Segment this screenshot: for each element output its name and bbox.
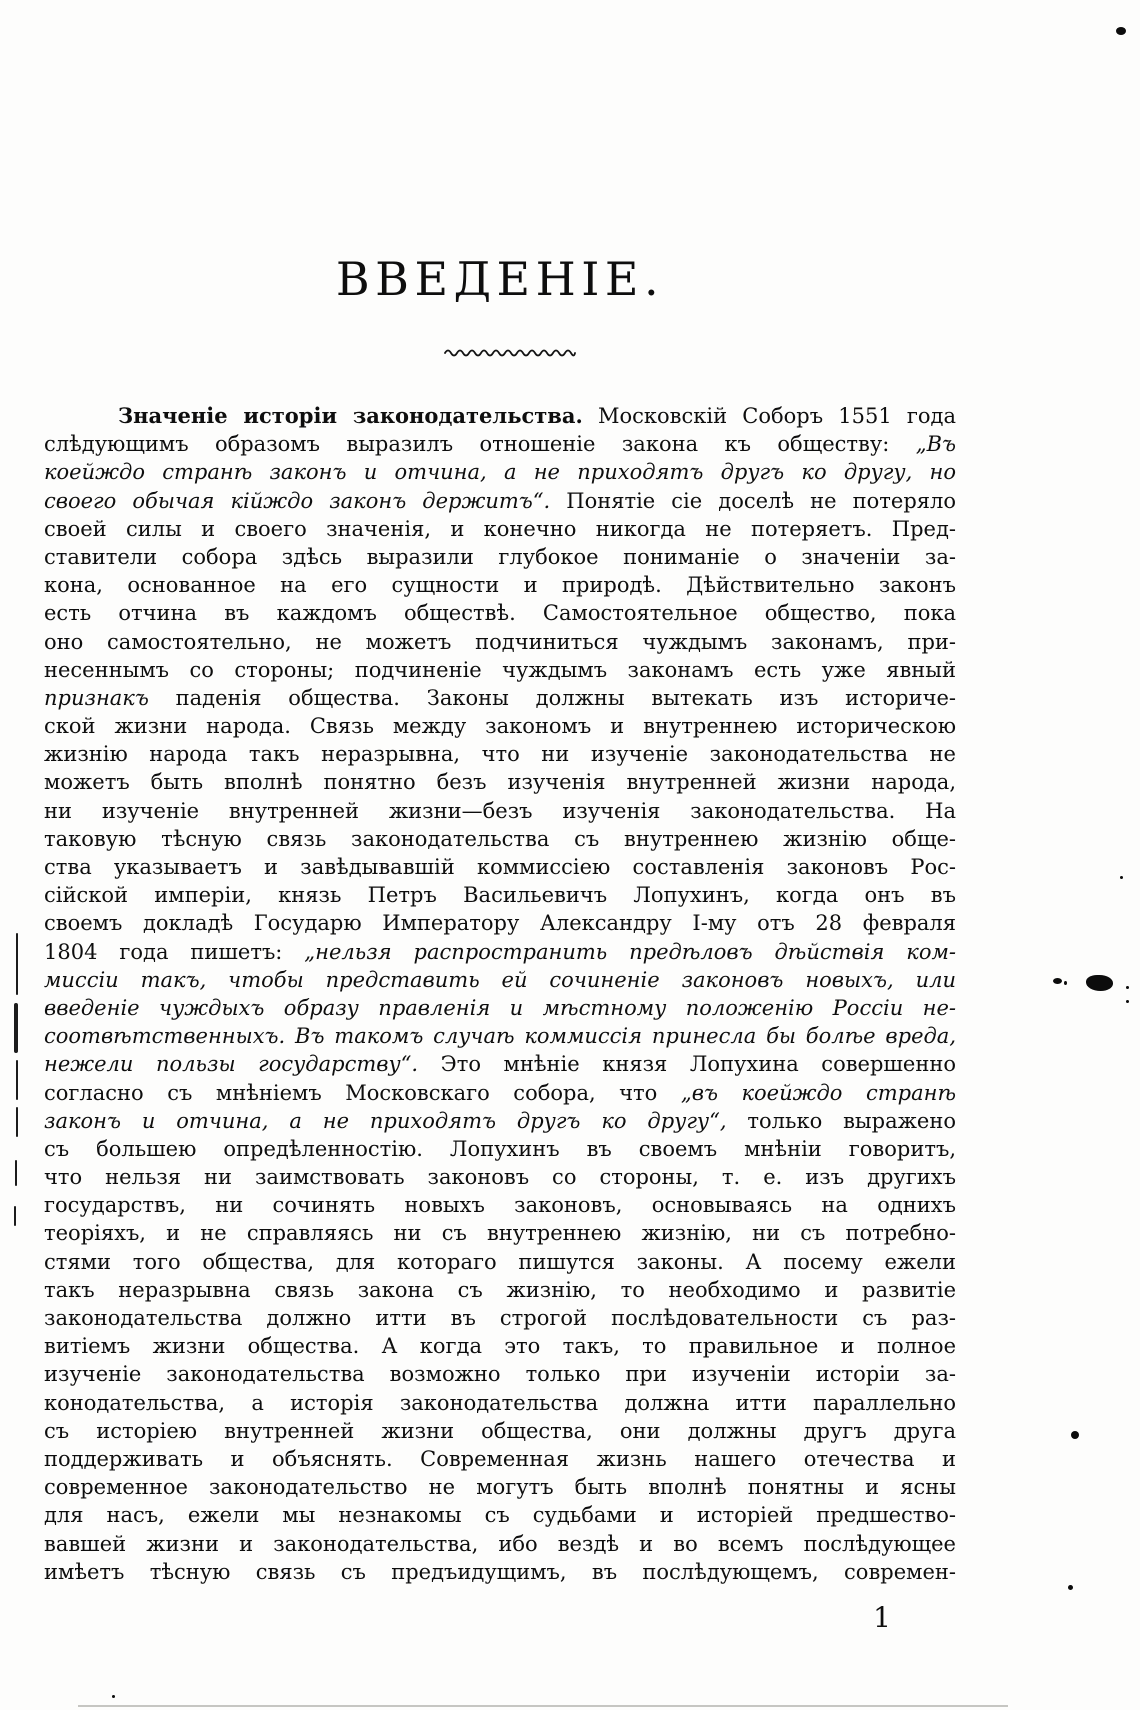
text-segment: 1804 года пишетъ:	[44, 939, 305, 964]
text-line	[44, 825, 956, 853]
scan-speck	[1126, 1000, 1129, 1003]
text-segment: вавшей жизни и законодательства, ибо вездѣ и во всемъ послѣдующее	[44, 1531, 956, 1556]
margin-scan-mark	[14, 1206, 16, 1226]
text-line	[44, 853, 956, 881]
text-segment: согласно съ мнѣніемъ Московскаго собора, что	[44, 1080, 681, 1105]
lead-in-heading: Значеніе исторіи законодательства.	[118, 403, 583, 428]
text-line	[44, 1360, 956, 1388]
text-segment: соотвѣтственныхъ. Въ такомъ случаѣ коммиссія принесла бы болѣе вреда,	[44, 1024, 956, 1049]
text-segment: современное законодательство не могутъ быть вполнѣ понятны и ясны	[44, 1475, 956, 1500]
text-segment: такъ неразрывна связь закона съ жизнію, то необходимо и развитіе	[44, 1277, 956, 1302]
text-segment: законодательства должно итти въ строгой послѣдовательности съ раз-	[44, 1306, 956, 1330]
page-number: 1	[873, 1601, 891, 1634]
text-segment: ставители собора здѣсь выразили глубокое пониманіе о значеніи за-	[44, 544, 956, 569]
scan-speck	[1116, 27, 1126, 35]
margin-scan-mark	[16, 1107, 18, 1137]
text-segment: „нельзя распространить предѣловъ дѣйствія ком-	[304, 939, 956, 964]
margin-scan-mark	[14, 1003, 18, 1053]
text-segment: кона, основанное на его сущности и природѣ. Дѣйствительно законъ	[44, 573, 956, 598]
scan-speck	[1120, 876, 1123, 879]
text-segment: съ исторіею внутренней жизни общества, они должны другъ друга	[44, 1418, 956, 1443]
text-line	[44, 1304, 956, 1332]
text-segment: поддерживать и объяснять. Современная жизнь нашего отечества и	[44, 1446, 956, 1471]
text-line	[44, 571, 956, 599]
text-segment: введеніе чуждыхъ образу правленія и мѣстному положенію Россіи не-	[44, 995, 956, 1020]
text-segment: теоріяхъ, и не справляясь ни съ внутреннею жизнію, ни съ потребно-	[44, 1221, 956, 1246]
text-line	[44, 487, 956, 515]
text-segment: витіемъ жизни общества. А когда это такъ, то правильное и полное	[44, 1334, 956, 1359]
text-segment: Понятіе сіе доселѣ не потеряло	[550, 488, 956, 513]
text-line	[44, 1332, 956, 1360]
text-line	[44, 599, 956, 627]
text-segment: миссіи такъ, чтобы представить ей сочиненіе законовъ новыхъ, или	[44, 967, 956, 992]
scan-speck	[1068, 1585, 1073, 1590]
text-line	[44, 515, 956, 543]
text-line	[44, 402, 956, 430]
text-segment: Это мнѣніе князя Лопухина совершенно	[418, 1052, 956, 1077]
text-segment: паденія общества. Законы должны вытекать изъ историче-	[148, 685, 956, 710]
text-line	[44, 1135, 956, 1163]
text-line	[44, 994, 956, 1022]
text-line	[44, 881, 956, 909]
text-segment: только выражено	[726, 1108, 956, 1133]
text-line	[44, 684, 956, 712]
text-segment: нежели пользы государству“.	[44, 1052, 419, 1077]
text-segment: своей силы и своего значенія, и конечно никогда не потеряетъ. Пред-	[44, 516, 956, 541]
text-line	[44, 966, 956, 994]
text-line	[44, 1050, 956, 1078]
page-title: ВВЕДЕНІЕ.	[335, 252, 665, 306]
scan-speck	[1053, 978, 1062, 984]
text-line	[44, 1445, 956, 1473]
text-segment: можетъ быть вполнѣ понятно безъ изученія внутренней жизни народа,	[44, 770, 956, 795]
text-line	[44, 1558, 956, 1586]
text-line	[44, 656, 956, 684]
text-segment: коейждо странѣ законъ и отчина, а не приходятъ другъ ко другу, но	[44, 460, 956, 485]
margin-scan-mark	[16, 933, 18, 995]
text-line	[44, 1219, 956, 1247]
text-segment: слѣдующимъ образомъ выразилъ отношеніе закона къ обществу:	[44, 432, 916, 457]
text-segment: таковую тѣсную связь законодательства съ внутреннею жизнію обще-	[44, 826, 956, 851]
text-line	[44, 1191, 956, 1219]
text-line	[44, 712, 956, 740]
text-line	[44, 543, 956, 571]
text-segment: конодательства, а исторія законодательства должна итти параллельно	[44, 1390, 956, 1415]
text-line	[44, 1107, 956, 1135]
text-segment: для насъ, ежели мы незнакомы съ судьбами и исторіей предшество-	[44, 1503, 956, 1528]
text-line	[44, 740, 956, 768]
scan-speck	[1071, 1431, 1079, 1439]
text-line	[44, 1276, 956, 1304]
text-segment: есть отчина въ каждомъ обществѣ. Самостоятельное общество, пока	[44, 601, 956, 626]
scan-speck	[112, 1695, 115, 1698]
text-line	[44, 909, 956, 937]
text-line	[44, 458, 956, 486]
text-line	[44, 1248, 956, 1276]
margin-scan-mark	[16, 1060, 18, 1100]
text-segment: государствъ, ни сочинять новыхъ законовъ, основываясь на однихъ	[44, 1193, 956, 1218]
text-block	[44, 402, 956, 1586]
bottom-edge-rule	[78, 1705, 1008, 1707]
text-line	[44, 938, 956, 966]
text-segment: имѣетъ тѣсную связь съ предъидущимъ, въ послѣдующемъ, современ-	[44, 1559, 956, 1584]
text-segment: ства указываетъ и завѣдывавшій коммиссіею составленія законовъ Рос-	[44, 855, 956, 879]
text-line	[44, 1473, 956, 1501]
text-line	[44, 1501, 956, 1529]
text-line	[44, 430, 956, 458]
text-segment: что нельзя ни заимствовать законовъ со стороны, т. е. изъ другихъ	[44, 1165, 956, 1190]
text-segment: жизнію народа такъ неразрывна, что ни изученіе законодательства не	[44, 742, 956, 767]
text-segment: стями того общества, для котораго пишутся законы. А посему ежели	[44, 1249, 956, 1274]
text-segment: законъ и отчина, а не приходятъ другъ ко другу“,	[44, 1108, 727, 1133]
scan-speck	[1126, 986, 1129, 989]
text-segment: изученіе законодательства возможно только при изученіи исторіи за-	[44, 1362, 956, 1387]
text-line	[44, 1389, 956, 1417]
wavy-rule-icon	[443, 346, 577, 358]
text-line	[44, 768, 956, 796]
text-segment: „въ коейждо странѣ	[680, 1080, 956, 1105]
text-segment: своего обычая кійждо законъ держитъ“.	[44, 488, 551, 513]
text-line	[44, 1530, 956, 1558]
text-line	[44, 797, 956, 825]
text-segment: „Въ	[915, 432, 956, 457]
text-segment: оно самостоятельно, не можетъ подчиниться чуждымъ законамъ, при-	[44, 629, 956, 654]
text-segment: ской жизни народа. Связь между закономъ и внутреннею историческою	[44, 714, 956, 739]
text-line	[44, 628, 956, 656]
text-segment: ни изученіе внутренней жизни—безъ изученія законодательства. На	[44, 798, 956, 823]
scan-speck	[1086, 975, 1113, 991]
text-line	[44, 1079, 956, 1107]
text-line	[44, 1417, 956, 1445]
text-segment: несеннымъ со стороны; подчиненіе чуждымъ законамъ есть уже явный	[44, 657, 956, 682]
scan-speck	[1064, 981, 1067, 985]
text-line	[44, 1163, 956, 1191]
margin-scan-mark	[15, 1160, 17, 1186]
text-segment: съ большею опредѣленностію. Лопухинъ въ своемъ мнѣніи говоритъ,	[44, 1136, 956, 1161]
text-segment: своемъ докладѣ Государю Императору Александру I-му отъ 28 февраля	[44, 911, 956, 936]
text-segment: Московскій Соборъ 1551 года	[582, 404, 956, 428]
text-line	[44, 1022, 956, 1050]
text-segment: сійской имперіи, князь Петръ Васильевичъ Лопухинъ, когда онъ въ	[44, 883, 956, 908]
text-segment: признакъ	[44, 685, 149, 710]
